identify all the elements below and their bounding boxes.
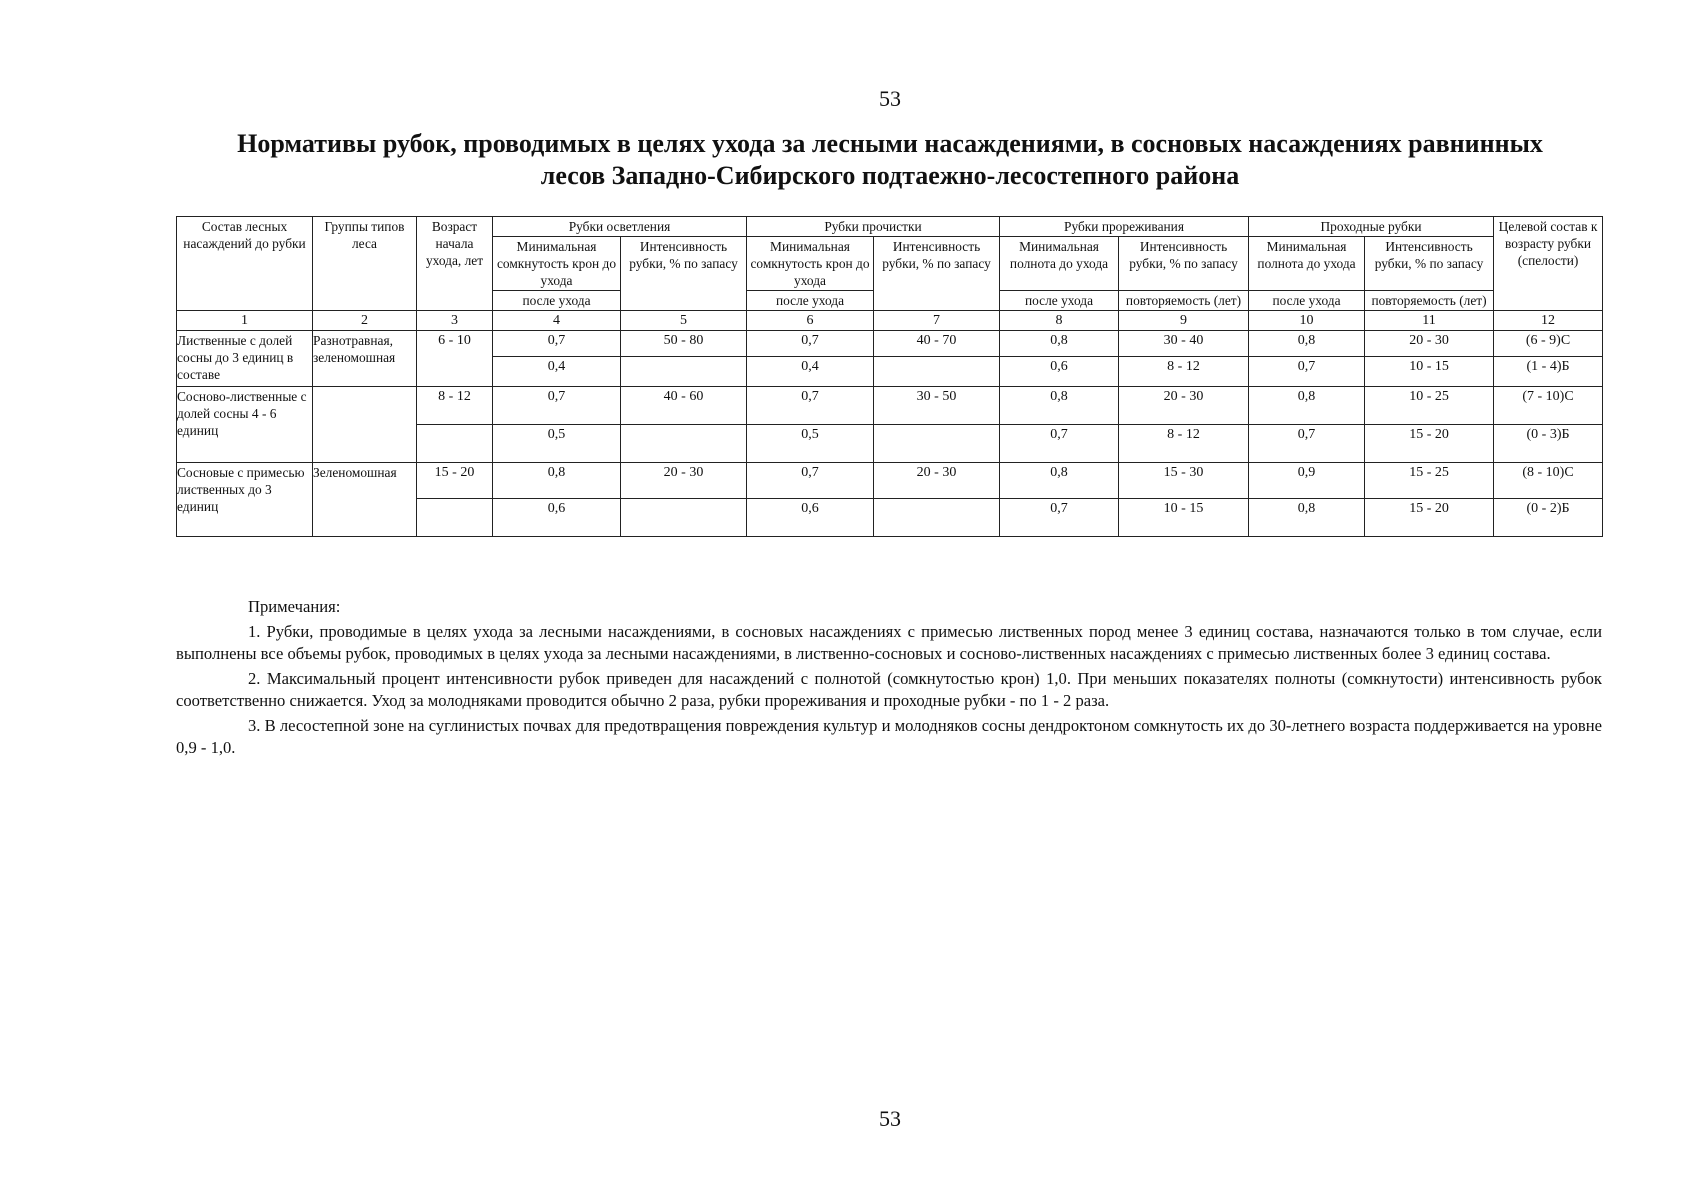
header-target-composition: Целевой состав к возрасту рубки (спелости) [1494, 217, 1603, 311]
row-age: 8 - 12 [417, 387, 493, 425]
header-composition: Состав лесных насаждений до рубки [177, 217, 313, 311]
col-number: 8 [1000, 311, 1119, 331]
cell-value [621, 499, 747, 537]
cell-value: 0,7 [1000, 425, 1119, 463]
cell-value: 0,5 [747, 425, 874, 463]
col-number: 10 [1249, 311, 1365, 331]
cell-value: 0,7 [1249, 357, 1365, 387]
cell-value: 30 - 50 [874, 387, 1000, 425]
header-group-lightening: Рубки осветления [493, 217, 747, 237]
header-intensity-11: Интенсивность рубки, % по запасу [1365, 237, 1494, 291]
cell-value: 0,9 [1249, 463, 1365, 499]
cell-value: 20 - 30 [874, 463, 1000, 499]
cell-value: 0,6 [747, 499, 874, 537]
page-number-top: 53 [879, 86, 901, 111]
note-1: 1. Рубки, проводимые в целях ухода за лесными насаждениями, в сосновых насаждениях с примесью лиственных пород менее 3 единиц состава, назначаются только в том случае, если выполнены все объемы рубок, проводимых в целях ухода за лесными насаждениями, в лиственно-сосновых и сосново-лиственных насаждениях с примесью лиственных более 3 единиц состава. [176, 622, 1602, 663]
cell-value: 0,4 [493, 357, 621, 387]
cell-value: 50 - 80 [621, 331, 747, 357]
header-group-thinning: Рубки прореживания [1000, 217, 1249, 237]
table-row [177, 331, 1603, 357]
row-age-empty [417, 499, 493, 537]
cell-value: 0,8 [1000, 387, 1119, 425]
cell-value: 0,8 [1249, 387, 1365, 425]
table-row [177, 463, 1603, 499]
cell-value: 0,7 [747, 463, 874, 499]
cell-value: 0,8 [493, 463, 621, 499]
cell-value: 15 - 20 [1365, 499, 1494, 537]
cell-target: (0 - 2)Б [1494, 499, 1603, 537]
cell-value: 0,7 [493, 331, 621, 357]
table-row [177, 387, 1603, 425]
row-forest-type: Разнотравная, зеленомошная [313, 331, 417, 387]
row-age: 15 - 20 [417, 463, 493, 499]
notes-section [176, 596, 1602, 762]
cell-value: 0,7 [1249, 425, 1365, 463]
cell-value: 0,7 [1000, 499, 1119, 537]
cell-value: 10 - 15 [1119, 499, 1249, 537]
cell-value [874, 425, 1000, 463]
cell-value: 0,4 [747, 357, 874, 387]
cell-value: 0,8 [1000, 463, 1119, 499]
cell-value: 0,8 [1249, 499, 1365, 537]
cell-value: 10 - 25 [1365, 387, 1494, 425]
column-number-row [177, 311, 1603, 331]
cell-value: 0,6 [493, 499, 621, 537]
page-number-bottom: 53 [879, 1106, 901, 1131]
cell-value: 0,6 [1000, 357, 1119, 387]
title-line-2: лесов Западно-Сибирского подтаежно-лесостепного района [540, 161, 1240, 190]
header-min-density-8: Минимальная полнота до ухода [1000, 237, 1119, 291]
note-3: 3. В лесостепной зоне на суглинистых почвах для предотвращения повреждения культур и молодняков сосны дендроктоном сомкнутость их до 30-летнего возраста поддерживается на уровне 0,9 - 1,0. [176, 716, 1602, 757]
cell-value [874, 357, 1000, 387]
header-forest-type: Группы типов леса [313, 217, 417, 311]
header-group-cleaning: Рубки прочистки [747, 217, 1000, 237]
col-number: 3 [417, 311, 493, 331]
norms-table [176, 216, 1603, 537]
col-number: 4 [493, 311, 621, 331]
col-number: 1 [177, 311, 313, 331]
cell-value: 0,5 [493, 425, 621, 463]
page-title [170, 128, 1610, 192]
row-composition: Сосновые с примесью лиственных до 3 единиц [177, 463, 313, 537]
cell-value: 0,7 [747, 331, 874, 357]
cell-value: 15 - 25 [1365, 463, 1494, 499]
cell-value [621, 357, 747, 387]
cell-value: 30 - 40 [1119, 331, 1249, 357]
header-min-crown-6: Минимальная сомкнутость крон до ухода [747, 237, 874, 291]
cell-value: 8 - 12 [1119, 357, 1249, 387]
cell-value: 8 - 12 [1119, 425, 1249, 463]
cell-target: (0 - 3)Б [1494, 425, 1603, 463]
cell-value: 0,8 [1249, 331, 1365, 357]
row-composition: Сосново-лиственные с долей сосны 4 - 6 единиц [177, 387, 313, 463]
cell-value: 40 - 60 [621, 387, 747, 425]
note-2: 2. Максимальный процент интенсивности рубок приведен для насаждений с полнотой (сомкнутостью крон) 1,0. При меньших показателях полноты (сомкнутости) интенсивность рубок соответственно снижается. Уход за молодняками проводится обычно 2 раза, рубки прореживания и проходные рубки - по 1 - 2 раза. [176, 669, 1602, 710]
header-after-8: после ухода [1000, 291, 1119, 311]
row-forest-type: Зеленомошная [313, 463, 417, 537]
row-composition: Лиственные с долей сосны до 3 единиц в составе [177, 331, 313, 387]
col-number: 11 [1365, 311, 1494, 331]
col-number: 2 [313, 311, 417, 331]
cell-value: 0,7 [493, 387, 621, 425]
cell-value [874, 499, 1000, 537]
cell-value: 10 - 15 [1365, 357, 1494, 387]
header-repeat-9: повторяемость (лет) [1119, 291, 1249, 311]
header-after-6: после ухода [747, 291, 874, 311]
header-row-1 [177, 217, 1603, 237]
row-age-empty [417, 425, 493, 463]
cell-target: (1 - 4)Б [1494, 357, 1603, 387]
header-after-4: после ухода [493, 291, 621, 311]
cell-target: (8 - 10)С [1494, 463, 1603, 499]
cell-value: 40 - 70 [874, 331, 1000, 357]
row-age: 6 - 10 [417, 331, 493, 387]
header-intensity-5: Интенсивность рубки, % по запасу [621, 237, 747, 311]
cell-value: 15 - 30 [1119, 463, 1249, 499]
cell-target: (6 - 9)С [1494, 331, 1603, 357]
col-number: 7 [874, 311, 1000, 331]
header-intensity-7: Интенсивность рубки, % по запасу [874, 237, 1000, 311]
cell-value: 0,7 [747, 387, 874, 425]
col-number: 12 [1494, 311, 1603, 331]
cell-value: 0,8 [1000, 331, 1119, 357]
header-min-crown-4: Минимальная сомкнутость крон до ухода [493, 237, 621, 291]
row-forest-type [313, 387, 417, 463]
col-number: 5 [621, 311, 747, 331]
cell-value [621, 425, 747, 463]
col-number: 9 [1119, 311, 1249, 331]
header-age: Возраст начала ухода, лет [417, 217, 493, 311]
header-repeat-11: повторяемость (лет) [1365, 291, 1494, 311]
header-min-density-10: Минимальная полнота до ухода [1249, 237, 1365, 291]
header-group-passage: Проходные рубки [1249, 217, 1494, 237]
cell-value: 20 - 30 [1119, 387, 1249, 425]
cell-value: 15 - 20 [1365, 425, 1494, 463]
header-intensity-9: Интенсивность рубки, % по запасу [1119, 237, 1249, 291]
cell-target: (7 - 10)С [1494, 387, 1603, 425]
col-number: 6 [747, 311, 874, 331]
cell-value: 20 - 30 [1365, 331, 1494, 357]
cell-value: 20 - 30 [621, 463, 747, 499]
notes-heading: Примечания: [248, 597, 341, 616]
title-line-1: Нормативы рубок, проводимых в целях ухода за лесными насаждениями, в сосновых насаждениях равнинных [237, 129, 1543, 158]
header-after-10: после ухода [1249, 291, 1365, 311]
